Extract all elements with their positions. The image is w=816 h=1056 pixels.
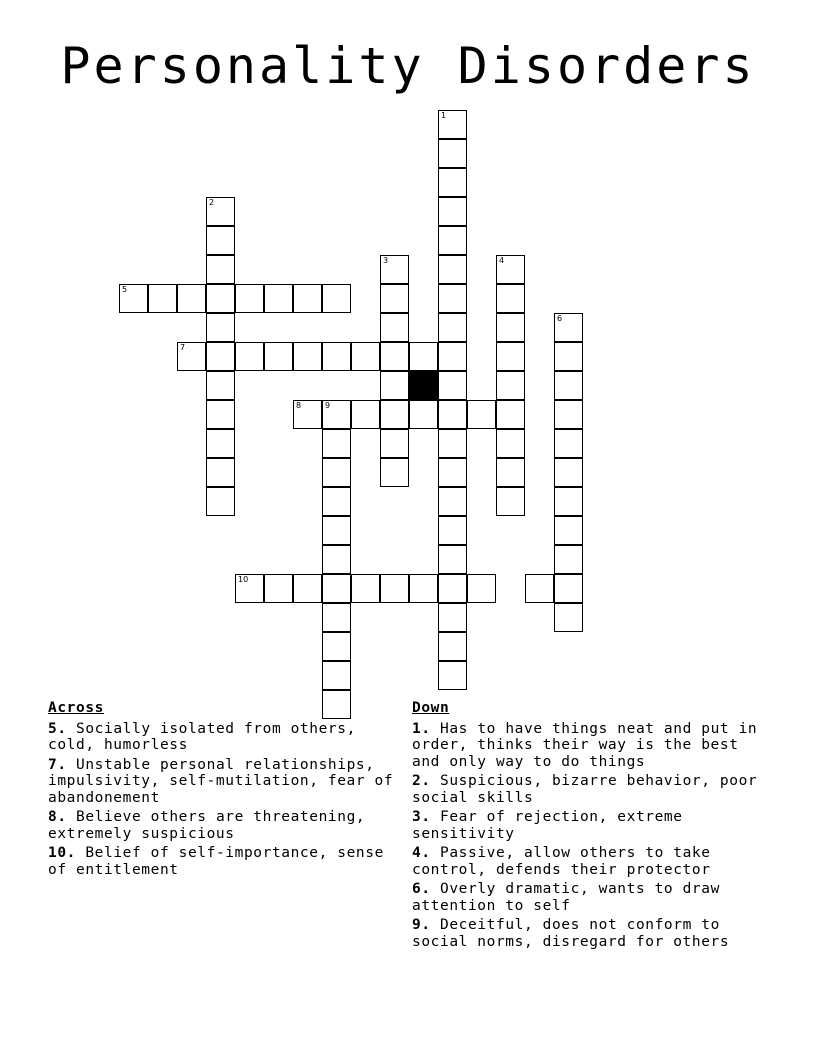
clue-text: Passive, allow others to take control, defends their protector [412, 845, 711, 878]
grid-cell[interactable] [438, 313, 467, 342]
grid-cell[interactable] [380, 255, 409, 284]
across-clue-5 [48, 721, 398, 754]
grid-cell[interactable] [438, 516, 467, 545]
grid-cell[interactable] [554, 313, 583, 342]
clue-number: 6. [412, 881, 431, 897]
grid-cell[interactable] [496, 342, 525, 371]
grid-cell[interactable] [206, 226, 235, 255]
grid-cell[interactable] [322, 342, 351, 371]
grid-cell[interactable] [438, 226, 467, 255]
grid-cell[interactable] [293, 284, 322, 313]
grid-cell[interactable] [380, 574, 409, 603]
grid-cell[interactable] [554, 487, 583, 516]
down-clue-3 [412, 809, 762, 842]
clue-text: Unstable personal relationships, impulsivity, self-mutilation, fear of abandonement [48, 756, 394, 806]
grid-cell[interactable] [438, 603, 467, 632]
grid-cell[interactable] [322, 661, 351, 690]
grid-cell[interactable] [177, 284, 206, 313]
grid-cell[interactable] [438, 545, 467, 574]
cell-number: 4 [499, 256, 505, 265]
grid-cell[interactable] [554, 342, 583, 371]
grid-cell[interactable] [264, 342, 293, 371]
cell-number: 3 [383, 256, 389, 265]
grid-cell[interactable] [438, 197, 467, 226]
across-heading: Across [48, 700, 104, 716]
grid-cell[interactable] [496, 458, 525, 487]
grid-cell[interactable] [496, 284, 525, 313]
grid-cell[interactable] [322, 603, 351, 632]
grid-cell[interactable] [438, 168, 467, 197]
grid-cell[interactable] [496, 255, 525, 284]
cell-number: 5 [122, 285, 128, 294]
clue-number: 8. [48, 809, 67, 825]
grid-cell[interactable] [438, 632, 467, 661]
down-clue-6 [412, 881, 762, 914]
grid-cell[interactable] [322, 429, 351, 458]
cell-number: 10 [238, 575, 249, 584]
down-clue-4 [412, 845, 762, 878]
grid-cell[interactable] [322, 400, 351, 429]
grid-cell[interactable] [467, 574, 496, 603]
grid-cell[interactable] [206, 487, 235, 516]
grid-cell[interactable] [235, 574, 264, 603]
grid-cell[interactable] [322, 284, 351, 313]
down-clue-1 [412, 721, 762, 771]
grid-cell[interactable] [438, 487, 467, 516]
grid-cell[interactable] [322, 516, 351, 545]
grid-cell[interactable] [293, 574, 322, 603]
clue-text: Overly dramatic, wants to draw attention to self [412, 881, 720, 914]
grid-cell[interactable] [554, 516, 583, 545]
grid-cell[interactable] [322, 574, 351, 603]
grid-cell[interactable] [467, 400, 496, 429]
grid-cell[interactable] [206, 342, 235, 371]
clue-text: Belief of self-importance, sense of entitlement [48, 845, 384, 878]
grid-cell[interactable] [554, 545, 583, 574]
grid-cell[interactable] [206, 284, 235, 313]
grid-cell[interactable] [496, 429, 525, 458]
grid-cell[interactable] [554, 574, 583, 603]
cell-number: 9 [325, 401, 331, 410]
clue-text: Deceitful, does not conform to social norms, disregard for others [412, 917, 730, 950]
cell-number: 7 [180, 343, 186, 352]
grid-cell[interactable] [554, 371, 583, 400]
grid-cell[interactable] [177, 342, 206, 371]
grid-cell[interactable] [438, 255, 467, 284]
grid-cell[interactable] [206, 458, 235, 487]
grid-cell[interactable] [264, 574, 293, 603]
grid-cell[interactable] [206, 197, 235, 226]
grid-cell[interactable] [351, 574, 380, 603]
grid-cell[interactable] [554, 400, 583, 429]
grid-cell[interactable] [351, 342, 380, 371]
grid-cell[interactable] [119, 284, 148, 313]
grid-cell[interactable] [380, 429, 409, 458]
grid-cell[interactable] [525, 574, 554, 603]
cell-number: 8 [296, 401, 302, 410]
clue-number: 5. [48, 720, 67, 737]
clue-text: Socially isolated from others, cold, humorless [48, 720, 356, 753]
grid-cell[interactable] [438, 400, 467, 429]
grid-cell[interactable] [438, 661, 467, 690]
grid-cell[interactable] [380, 313, 409, 342]
cell-number: 1 [441, 111, 447, 120]
grid-cell[interactable] [438, 284, 467, 313]
clue-number: 10. [48, 845, 76, 861]
grid-cell[interactable] [496, 313, 525, 342]
grid-cell[interactable] [438, 574, 467, 603]
grid-cell[interactable] [496, 400, 525, 429]
grid-cell[interactable] [206, 255, 235, 284]
grid-cell[interactable] [438, 429, 467, 458]
clue-text: Has to have things neat and put in order, thinks their way is the best and only way to do things [412, 720, 758, 770]
clue-text: Suspicious, bizarre behavior, poor social skills [412, 773, 758, 806]
grid-cell[interactable] [206, 371, 235, 400]
grid-cell[interactable] [322, 487, 351, 516]
grid-cell[interactable] [380, 458, 409, 487]
grid-cell[interactable] [409, 400, 438, 429]
grid-cell[interactable] [554, 458, 583, 487]
grid-cell[interactable] [380, 284, 409, 313]
grid-cell[interactable] [554, 429, 583, 458]
down-heading: Down [412, 700, 450, 716]
grid-cell[interactable] [322, 632, 351, 661]
grid-cell[interactable] [148, 284, 177, 313]
clue-text: Believe others are threatening, extremely suspicious [48, 809, 366, 842]
down-clues [412, 700, 762, 953]
grid-cell[interactable] [554, 603, 583, 632]
grid-cell[interactable] [206, 429, 235, 458]
grid-cell[interactable] [438, 110, 467, 139]
down-clue-9 [412, 917, 762, 950]
grid-cell[interactable] [380, 400, 409, 429]
cell-number: 6 [557, 314, 563, 323]
grid-cell[interactable] [322, 458, 351, 487]
clue-number: 2. [412, 773, 431, 789]
grid-cell[interactable] [235, 284, 264, 313]
grid-cell[interactable] [206, 400, 235, 429]
clue-number: 4. [412, 845, 431, 861]
grid-cell[interactable] [206, 313, 235, 342]
grid-cell[interactable] [322, 545, 351, 574]
down-clue-2 [412, 773, 762, 806]
across-clue-10 [48, 845, 398, 878]
grid-cell[interactable] [293, 400, 322, 429]
puzzle-title: Personality Disorders [60, 37, 756, 95]
grid-cell[interactable] [380, 371, 409, 400]
black-square [409, 371, 438, 400]
across-clues [48, 700, 398, 881]
clue-text: Fear of rejection, extreme sensitivity [412, 809, 683, 842]
grid-cell[interactable] [380, 342, 409, 371]
grid-cell[interactable] [264, 284, 293, 313]
grid-cell[interactable] [235, 342, 264, 371]
grid-cell[interactable] [293, 342, 322, 371]
grid-cell[interactable] [438, 342, 467, 371]
grid-cell[interactable] [438, 371, 467, 400]
across-clue-8 [48, 809, 398, 842]
across-clue-7 [48, 757, 398, 807]
clue-number: 7. [48, 756, 67, 773]
clue-number: 3. [412, 809, 431, 825]
grid-cell[interactable] [351, 400, 380, 429]
grid-cell[interactable] [496, 487, 525, 516]
grid-cell[interactable] [496, 371, 525, 400]
grid-cell[interactable] [409, 574, 438, 603]
grid-cell[interactable] [438, 139, 467, 168]
grid-cell[interactable] [409, 342, 438, 371]
clue-number: 9. [412, 917, 431, 933]
cell-number: 2 [209, 198, 215, 207]
grid-cell[interactable] [438, 458, 467, 487]
clue-number: 1. [412, 720, 431, 737]
